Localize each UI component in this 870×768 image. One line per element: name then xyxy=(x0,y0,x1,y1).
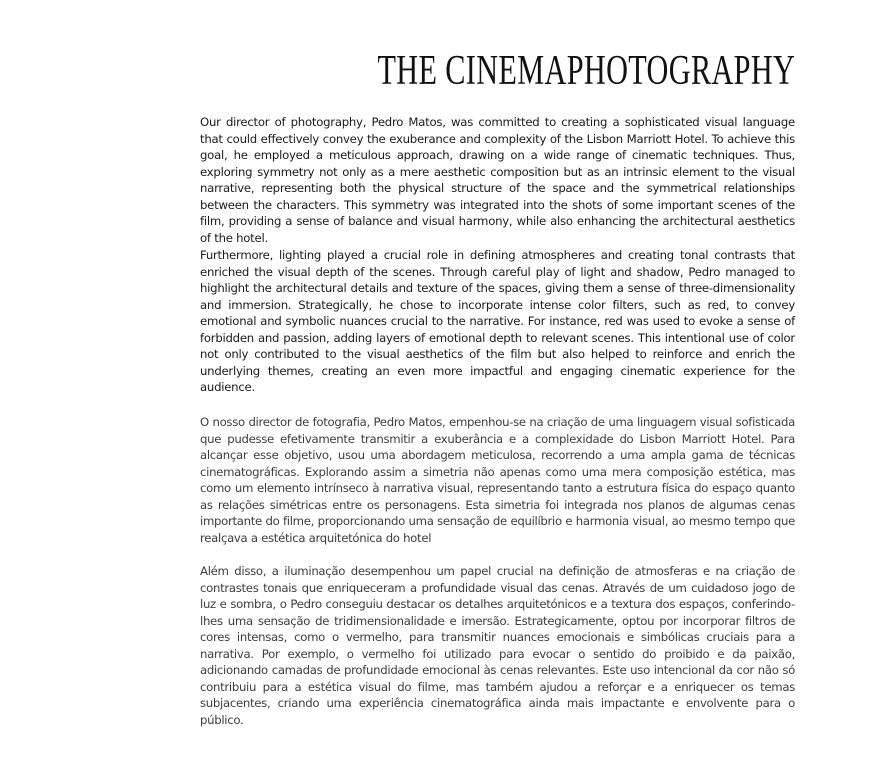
portuguese-paragraph-1: O nosso director de fotografia, Pedro Matos, empenhou-se na criação de uma linguagem visual sofisticada que pudesse efetivamente transmitir a exuberância e a complexidade do Lisbon Marriott Hotel. Para alcançar esse objetivo, usou uma abordagem meticulosa, recorrendo a uma ampla gama de técnicas cinematográficas. Explorando assim a simetria não apenas como uma mera composição estética, mas como um elemento intrínseco à narrativa visual, representando tanto a estrutura física do espaço quanto as relações simétricas entre os personagens. Esta simetria foi integrada nos planos de algumas cenas importante do filme, proporcionando uma sensação de equilíbrio e harmonia visual, ao mesmo tempo que realçava a estética arquitetónica do hotel xyxy=(200,415,795,545)
portuguese-paragraph-2: Além disso, a iluminação desempenhou um papel crucial na definição de atmosferas e na criação de contrastes tonais que enriqueceram a profundidade visual das cenas. Através de um cuidadoso jogo de luz e sombra, o Pedro conseguiu destacar os detalhes arquitetónicos e a textura dos espaços, conferindo-lhes uma sensação de tridimensionalidade e imersão. Estrategicamente, optou por incorporar filtros de cores intensas, como o vermelho, para transmitir nuances emocionais e simbólicas cruciais para a narrativa. Por exemplo, o vermelho foi utilizado para evocar o sentido do proibido e da paixão, adicionando camadas de profundidade emocional às cenas relevantes. Este uso intencional da cor não só contribuiu para a estética visual do filme, mas também ajudou a reforçar e a enriquecer os temas subjacentes, criando uma experiência cinematográfica ainda mais impactante e envolvente para o público. xyxy=(200,564,795,727)
page-title: THE CINEMAPHOTOGRAPHY xyxy=(377,48,795,94)
english-paragraph-2: Furthermore, lighting played a crucial role in defining atmospheres and creating tonal contrasts that enriched the visual depth of the scenes. Through careful play of light and shadow, Pedro managed to highlight the architectural details and texture of the spaces, giving them a sense of three-dimensionality and immersion. Strategically, he chose to incorporate intense color filters, such as red, to convey emotional and symbolic nuances crucial to the narrative. For instance, red was used to evoke a sense of forbidden and passion, adding layers of emotional depth to relevant scenes. This intentional use of color not only contributed to the visual aesthetics of the film but also helped to reinforce and enrich the underlying themes, creating an even more impactful and engaging cinematic experience for the audience. xyxy=(200,248,795,394)
english-paragraph-1: Our director of photography, Pedro Matos, was committed to creating a sophisticated visual language that could effectively convey the exuberance and complexity of the Lisbon Marriott Hotel. To achieve this goal, he employed a meticulous approach, drawing on a wide range of cinematic techniques. Thus, exploring symmetry not only as a mere aesthetic composition but as an intrinsic element to the visual narrative, representing both the physical structure of the space and the symmetrical relationships between the characters. This symmetry was integrated into the shots of some important scenes of the film, providing a sense of balance and visual harmony, while also enhancing the architectural aesthetics of the hotel. xyxy=(200,115,795,245)
